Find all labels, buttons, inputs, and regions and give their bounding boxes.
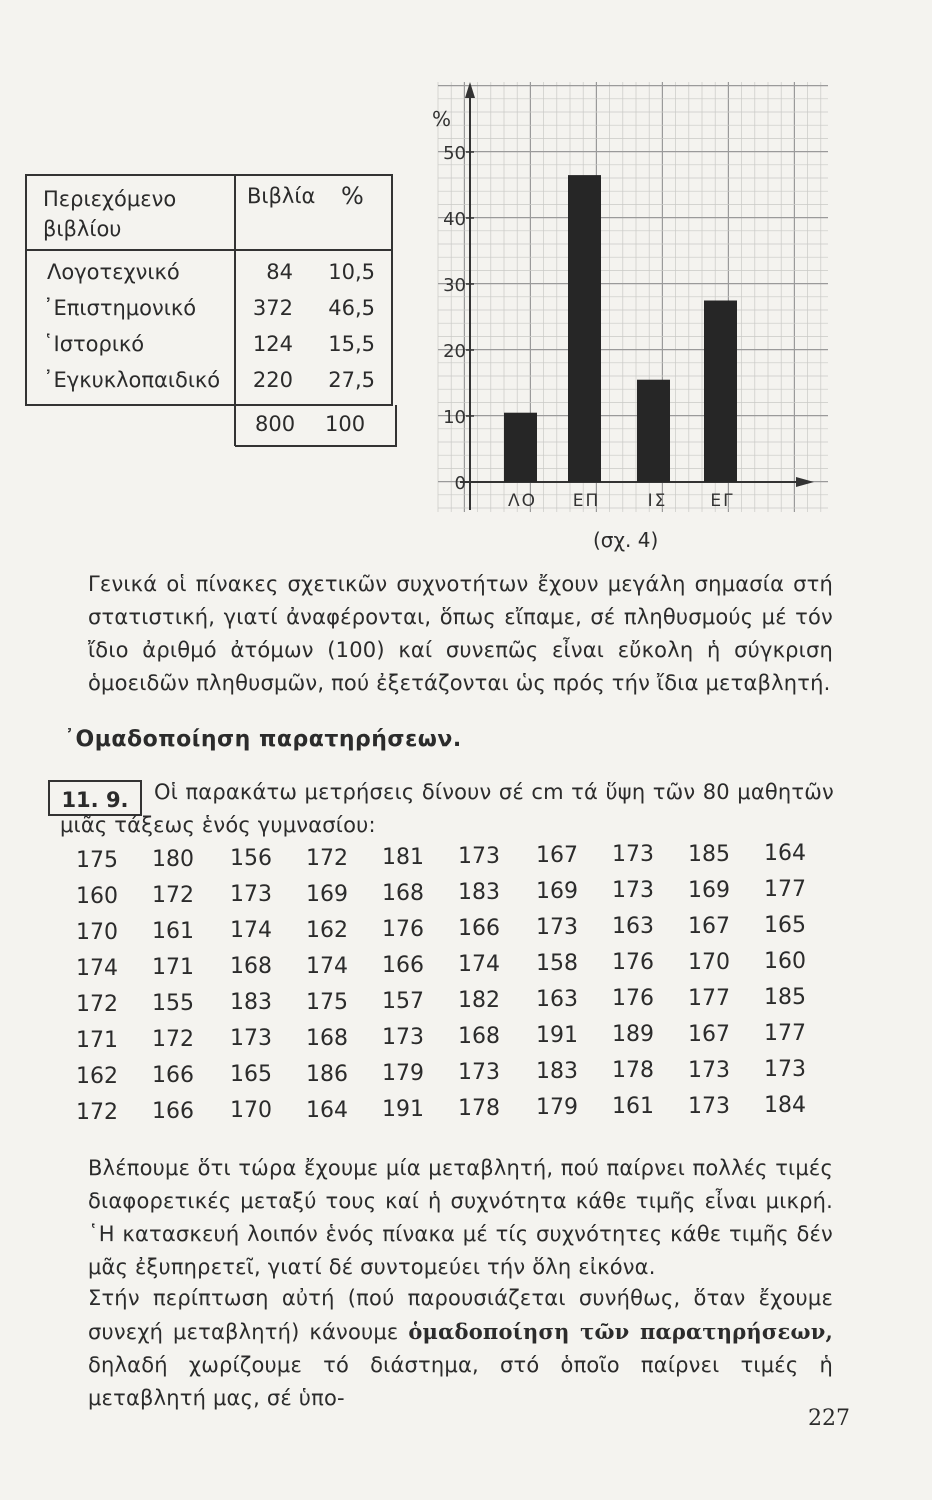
bar-ΕΠ (568, 175, 601, 482)
measurement-value: 168 (382, 881, 424, 906)
measurement-value: 163 (612, 914, 654, 939)
y-tick-label: 50 (443, 143, 466, 164)
measurement-value: 183 (230, 990, 272, 1015)
measurement-value: 173 (688, 1058, 730, 1083)
row-category-0: Λογοτεχνικό (47, 260, 180, 284)
grouping-text-after: δηλαδή χωρίζουμε τό διάστημα, στό ὁποῖο παίρνει τιμές ἡ μεταβλητή μας, σέ ὑπο- (88, 1353, 833, 1410)
bar-ΙΣ (637, 380, 670, 482)
y-tick-label: 40 (443, 209, 466, 230)
measurement-value: 166 (458, 916, 500, 941)
row-category-1: ᾿Επιστημονικό (43, 296, 197, 320)
measurement-value: 185 (688, 842, 730, 867)
measurement-value: 164 (306, 1098, 348, 1123)
measurement-value: 165 (764, 913, 806, 938)
measurement-value: 171 (152, 955, 194, 980)
paragraph-relative-frequency: Γενικά οἱ πίνακες σχετικῶν συχνοτήτων ἔχουν μεγάλη σημασία στή στατιστική, γιατί ἀναφέρονται, ὅπως εἴπαμε, σέ πληθυσμούς μέ τόν ἴδιο ἀριθμό ἀτόμων (100) καί συνεπῶς εἶναι εὔκολη ἡ σύγκριση ὁμοειδῶν πληθυσμῶν, πού ἐξετάζονται ὡς πρός τήν ἴδια μεταβλητή. (88, 572, 833, 695)
measurement-value: 173 (458, 1060, 500, 1085)
measurement-value: 173 (458, 844, 500, 869)
measurement-value: 161 (152, 919, 194, 944)
measurement-value: 172 (152, 1027, 194, 1052)
measurement-value: 160 (764, 949, 806, 974)
measurement-value: 162 (306, 918, 348, 943)
row-percent-0: 10,5 (328, 260, 375, 284)
measurement-value: 176 (612, 986, 654, 1011)
row-books-0: 84 (266, 260, 293, 284)
measurement-value: 160 (76, 884, 118, 909)
paragraph-many-values: Βλέπουμε ὅτι τώρα ἔχουμε μία μεταβλητή, πού παίρνει πολλές τιμές διαφορετικές μεταξύ τους καί ἡ συχνότητα κάθε τιμῆς εἶναι μικρή. ῾Η κατασκευή λοιπόν ἑνός πίνακα μέ τίς συχνότητες κάθε τιμῆς δέν μᾶς ἐξυπηρετεῖ, γιατί δέ συντομεύει τήν ὅλη εἰκόνα. (88, 1156, 833, 1279)
row-percent-1: 46,5 (328, 296, 375, 320)
row-category-2: ῾Ιστορικό (43, 332, 145, 356)
measurement-value: 173 (536, 915, 578, 940)
measurement-value: 173 (382, 1025, 424, 1050)
x-tick-label: ΕΓ (710, 491, 735, 511)
measurement-value: 173 (230, 882, 272, 907)
measurement-value: 184 (764, 1093, 806, 1118)
measurement-value: 177 (688, 986, 730, 1011)
grouping-bold-term: ὁμαδοποίηση τῶν παρατηρήσεων, (408, 1319, 833, 1344)
x-axis-arrow (796, 477, 814, 487)
measurement-value: 172 (306, 846, 348, 871)
measurement-value: 170 (76, 920, 118, 945)
measurement-value: 183 (536, 1059, 578, 1084)
x-tick-label: ΛΟ (507, 491, 538, 511)
measurement-value: 167 (536, 843, 578, 868)
measurement-value: 191 (536, 1023, 578, 1048)
measurement-value: 191 (382, 1097, 424, 1122)
measurement-value: 162 (76, 1064, 118, 1089)
header-category: Περιεχόμενο βιβλίου (43, 187, 177, 241)
row-percent-3: 27,5 (328, 368, 375, 392)
measurement-value: 167 (688, 914, 730, 939)
measurement-value: 166 (382, 953, 424, 978)
y-axis-arrow (465, 82, 475, 98)
measurement-value: 183 (458, 880, 500, 905)
measurement-value: 166 (152, 1063, 194, 1088)
measurement-value: 177 (764, 877, 806, 902)
measurement-value: 175 (76, 848, 118, 873)
header-percent: % (341, 182, 364, 210)
measurement-value: 186 (306, 1062, 348, 1087)
bar-ΕΓ (704, 301, 737, 483)
measurement-value: 179 (536, 1095, 578, 1120)
measurement-value: 182 (458, 988, 500, 1013)
measurement-value: 179 (382, 1061, 424, 1086)
measurement-value: 169 (306, 882, 348, 907)
total-percent: 100 (325, 412, 366, 436)
measurement-value: 173 (612, 878, 654, 903)
measurement-value: 181 (382, 845, 424, 870)
measurement-value: 165 (230, 1062, 272, 1087)
row-percent-2: 15,5 (328, 332, 375, 356)
y-tick-label: 30 (443, 275, 466, 296)
measurement-value: 174 (76, 956, 118, 981)
grouping-text-before: Στήν περίπτωση αὐτή (πού παρουσιάζεται συνήθως, ὅταν ἔχουμε συνεχή μεταβλητή) κάνουμε (88, 1286, 833, 1344)
x-tick-label: ΕΠ (572, 491, 601, 511)
measurement-value: 172 (76, 992, 118, 1017)
measurement-value: 167 (688, 1022, 730, 1047)
measurement-value: 174 (230, 918, 272, 943)
measurement-value: 164 (764, 841, 806, 866)
measurement-value: 174 (458, 952, 500, 977)
measurement-value: 180 (152, 847, 194, 872)
row-books-2: 124 (252, 332, 293, 356)
measurement-value: 176 (612, 950, 654, 975)
measurement-value: 173 (764, 1057, 806, 1082)
measurement-value: 157 (382, 989, 424, 1014)
y-tick-label: 0 (454, 473, 466, 494)
exercise-text: Οἱ παρακάτω μετρήσεις δίνουν σέ cm τά ὕψη τῶν 80 μαθητῶν μιᾶς τάξεως ἑνός γυμνασίου: (60, 780, 834, 837)
measurement-value: 155 (152, 991, 194, 1016)
header-books: Βιβλία (247, 184, 316, 208)
paragraph-grouping (88, 1282, 833, 1415)
measurement-value: 173 (688, 1094, 730, 1119)
measurement-value: 168 (230, 954, 272, 979)
y-axis-label: % (432, 107, 452, 131)
chart-grid (438, 82, 828, 512)
measurement-value: 170 (688, 950, 730, 975)
page-number: 227 (808, 1406, 850, 1431)
y-tick-label: 20 (443, 341, 466, 362)
measurement-value: 171 (76, 1028, 118, 1053)
exercise-number: 11. 9. (48, 780, 142, 816)
measurement-value: 189 (612, 1022, 654, 1047)
bar-ΛΟ (504, 413, 537, 482)
bar-chart (418, 72, 838, 522)
measurement-value: 177 (764, 1021, 806, 1046)
y-tick-label: 10 (443, 407, 466, 428)
measurement-value: 170 (230, 1098, 272, 1123)
measurement-value: 168 (306, 1026, 348, 1051)
measurement-value: 163 (536, 987, 578, 1012)
measurement-value: 158 (536, 951, 578, 976)
x-tick-label: ΙΣ (647, 491, 668, 511)
measurement-value: 178 (612, 1058, 654, 1083)
section-heading: ᾿Ομαδοποίηση παρατηρήσεων. (64, 727, 462, 752)
total-books: 800 (255, 412, 296, 436)
measurement-value: 172 (152, 883, 194, 908)
measurement-value: 166 (152, 1099, 194, 1124)
measurement-value: 161 (612, 1094, 654, 1119)
measurement-value: 168 (458, 1024, 500, 1049)
measurement-value: 174 (306, 954, 348, 979)
measurement-value: 156 (230, 846, 272, 871)
measurement-value: 172 (76, 1100, 118, 1125)
measurement-value: 169 (536, 879, 578, 904)
measurement-value: 173 (230, 1026, 272, 1051)
measurement-value: 178 (458, 1096, 500, 1121)
row-books-3: 220 (252, 368, 293, 392)
measurement-value: 173 (612, 842, 654, 867)
measurement-value: 169 (688, 878, 730, 903)
measurement-value: 185 (764, 985, 806, 1010)
row-category-3: ᾿Εγκυκλοπαιδικό (43, 368, 221, 392)
figure-caption: (σχ. 4) (593, 528, 659, 552)
measurement-value: 175 (306, 990, 348, 1015)
measurement-value: 176 (382, 917, 424, 942)
row-books-1: 372 (252, 296, 293, 320)
